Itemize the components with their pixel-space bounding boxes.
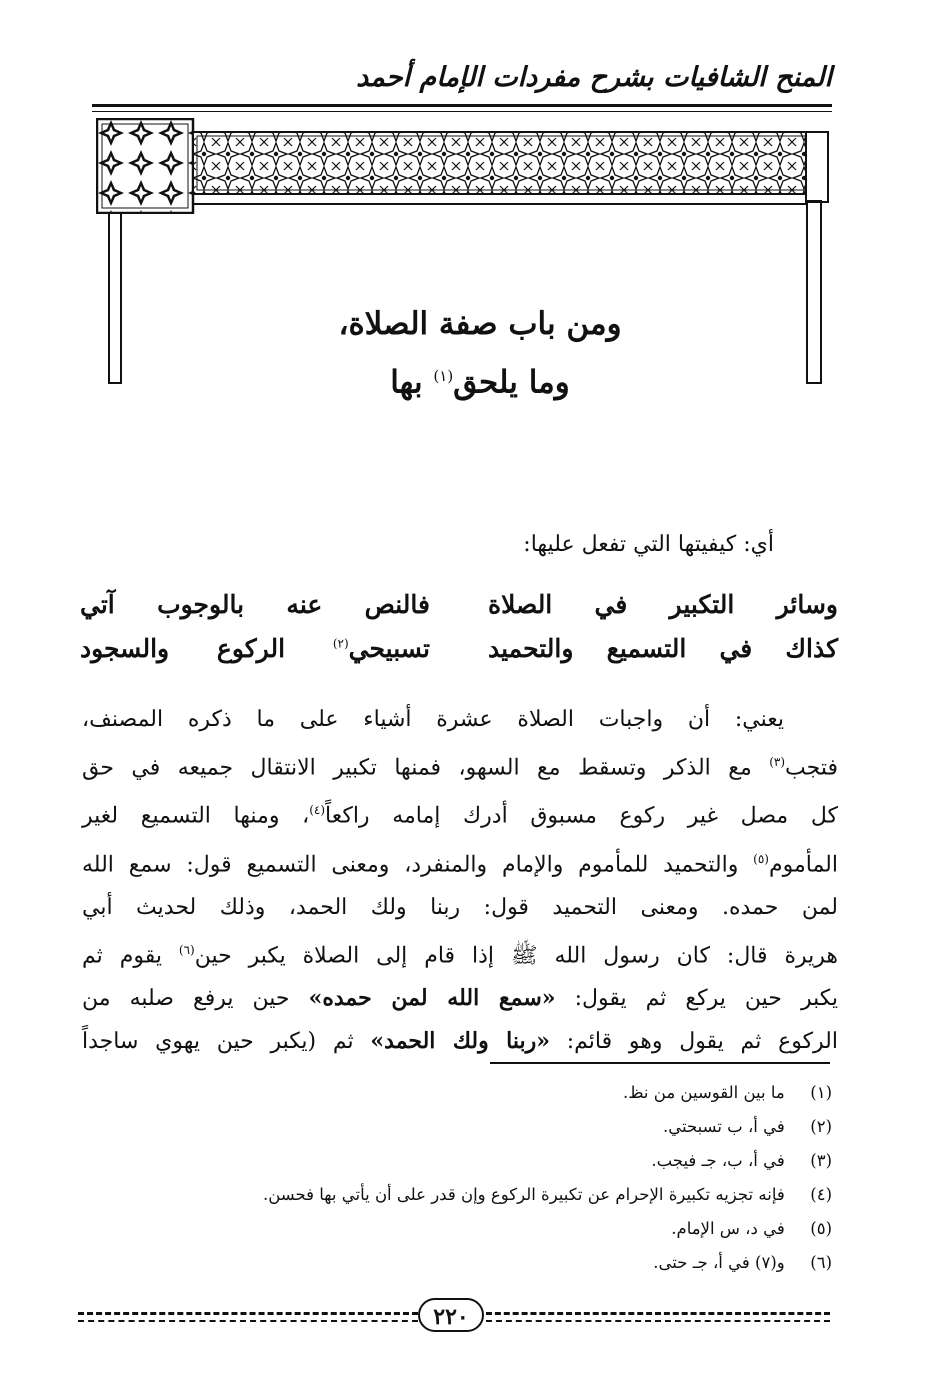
footnote-ref: (٤) [309,803,326,818]
page-number-rule-left [78,1320,418,1322]
footnote-separator [490,1062,830,1064]
body-line [82,977,838,1020]
footnote-text: في أ، ب، جـ فيجب. [651,1151,785,1170]
body-text: ثم (يكبر حين يهوي ساجداً [82,1029,371,1055]
body-line: يعني: أن واجبات الصلاة عشرة أشياء على ما ذكره المصنف، [82,707,784,732]
page-number-rule-right [486,1320,830,1322]
footnote-ref: (٣) [769,755,786,769]
running-header: المنح الشافيات بشرح مفردات الإمام أحمد [356,62,832,93]
body-line [82,1020,838,1063]
footnote-text: فإنه تجزيه تكبيرة الإحرام عن تكبيرة الركوع وإن قدر على أن يأتي بها فحسن. [262,1185,785,1204]
footnote-ref: (٦) [178,942,195,957]
chapter-title [200,298,760,408]
frame-pillar-left [108,212,122,384]
page-number-rule-left [78,1312,418,1315]
body-text: يكبر حين يركع ثم يقول: [555,986,839,1012]
chapter-title-line1: ومن باب صفة الصلاة، [338,306,622,342]
body-text: الركوع ثم يقول وهو قائم: [549,1029,838,1055]
verse-hemistich-right: وسائر التكبير في الصلاة [488,590,838,619]
ornamental-frame [96,118,830,214]
body-text: يقوم ثم [82,943,179,969]
footnote-text: و(٧) في أ، جـ حتى. [653,1253,785,1272]
footnote-number: (١) [810,1083,832,1102]
footnote-ref: (١) [433,367,454,385]
body-text: والتحميد للمأموم والإمام والمنفرد، ومعنى التسميع قول: سمع الله [82,851,754,877]
verse-hemistich-left: فالنص عنه بالوجوب آتي [80,590,430,619]
body-line: لمن حمده. ومعنى التحميد قول: ربنا ولك الحمد، وذلك لحديث أبي [82,894,838,920]
verse-hemistich-right: كذاك في التسميع والتحميد [488,634,838,663]
body-text: ، ومنها التسميع لغير [82,803,310,829]
body-text: فتجب [785,755,838,781]
body-text: هريرة قال: كان رسول الله ﷺ إذا قام إلى الصلاة يكبر حين [194,943,838,969]
frame-pillar-right [806,200,822,384]
body-text: حين يرفع صلبه من [82,986,309,1012]
body-text: المأموم [768,851,838,877]
verse-text: الركوع والسجود [80,634,333,663]
body-line [82,929,838,977]
body-text: كل مصل غير ركوع مسبوق أدرك إمامه راكعاً [325,803,838,829]
page-number: ٢٢٠ [418,1298,484,1332]
footnote-text: في أ، ب تسبحتي. [663,1117,785,1136]
body-line [82,741,838,789]
footnote [132,1178,832,1212]
footnote [132,1144,832,1178]
footnote-number: (٦) [810,1253,832,1272]
footnote [132,1076,832,1110]
verse-text: تسبيحي [348,634,430,663]
body-line [82,789,838,837]
body-text: مع الذكر وتسقط مع السهو، فمنها تكبير الانتقال جميعه في حق [82,755,770,781]
footnote [132,1246,832,1280]
footnote-ref: (٢) [332,636,349,651]
title-text: وما يلحق [453,364,570,401]
footnote [132,1212,832,1246]
title-text: بها [390,364,434,401]
intro-text: أي: كيفيتها التي تفعل عليها: [523,532,774,557]
page-number-rule-right [486,1312,830,1315]
body-paragraph [82,698,838,1063]
body-line [82,838,838,886]
footnote-text: في د، س الإمام. [671,1219,785,1238]
header-rule-thin [92,111,832,112]
chapter-title-line2 [200,350,760,408]
hadith-quote: «ربنا ولك الحمد» [370,1028,550,1055]
hadith-quote: «سمع الله لمن حمده» [308,985,556,1012]
verse-hemistich-left [80,634,430,663]
footnote-number: (٢) [810,1117,832,1136]
footnote-text: ما بين القوسين من نظ. [623,1083,785,1102]
footnote-ref: (٥) [753,851,769,866]
footnote-number: (٤) [810,1185,832,1204]
header-rule [92,104,832,107]
footnote [132,1110,832,1144]
footnotes [132,1076,832,1280]
footnote-number: (٣) [810,1151,832,1170]
footnote-number: (٥) [810,1219,832,1238]
